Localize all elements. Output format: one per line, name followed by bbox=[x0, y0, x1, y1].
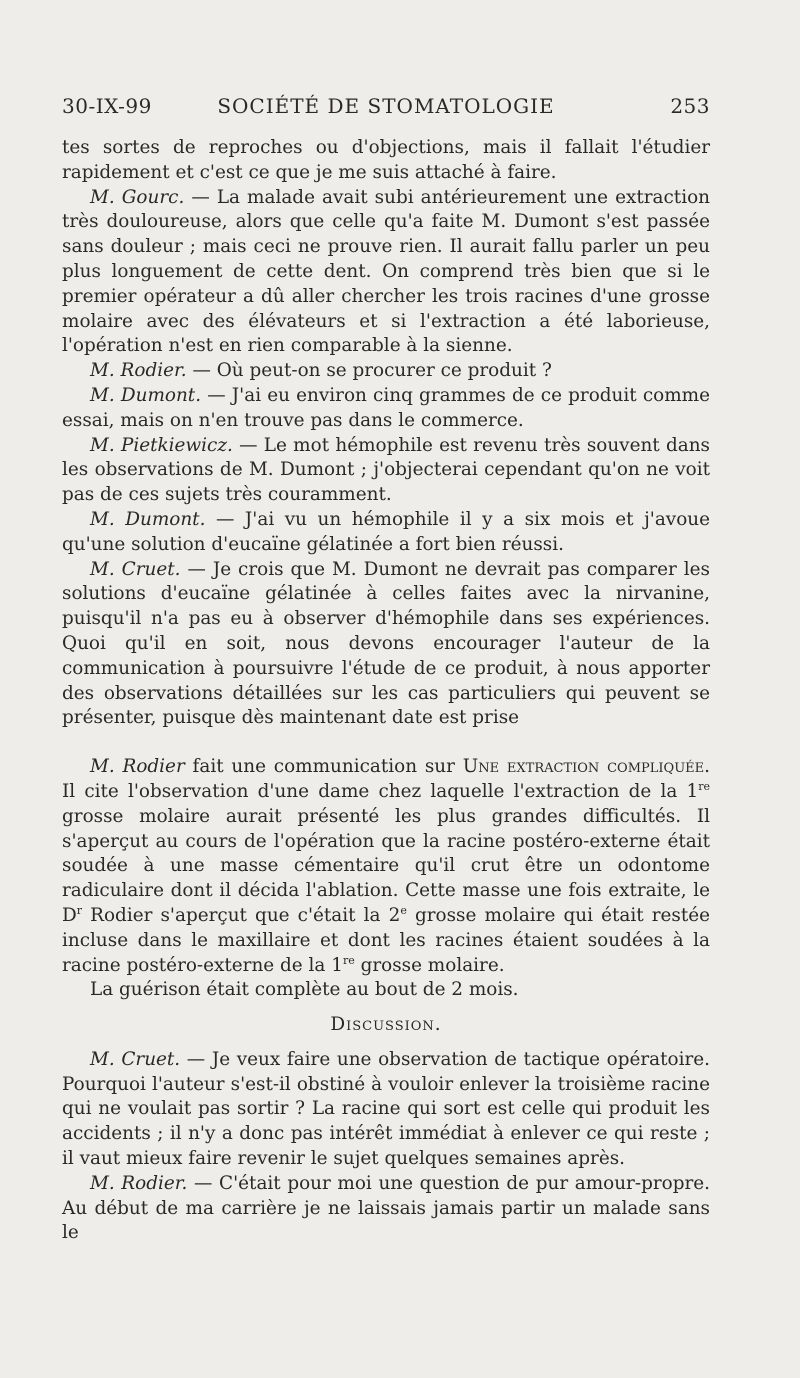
speaker: M. Rodier. bbox=[90, 1172, 188, 1194]
speaker: M. Dumont. bbox=[90, 384, 202, 406]
speaker: M. Cruet. bbox=[90, 1048, 181, 1070]
header-date: 30-IX-99 bbox=[62, 94, 152, 118]
speaker: M. Dumont. bbox=[90, 508, 206, 530]
page-body bbox=[62, 136, 710, 1246]
paragraph: M. Rodier. — Où peut-on se procurer ce produit ? bbox=[90, 360, 552, 382]
paragraph: M. Cruet. — Je crois que M. Dumont ne devrait pas comparer les solutions d'eucaïne gélatinée à celles faites avec la nirvanine, puisqu'il n'a pas eu à observer d'hémophile dans ses expériences. Quoi qu'il en soit, nous devons encourager l'auteur de la communication à poursuivre l'étude de ce produit, à nous apporter des observations détaillées sur les cas particuliers qui peuvent se présenter, puisque dès maintenant date est prise bbox=[62, 558, 710, 729]
speaker: M. Rodier bbox=[90, 756, 185, 778]
paragraph: M. Pietkiewicz. — Le mot hémophile est revenu très souvent dans les observations de M. Dumont ; j'objecterai cependant qu'on ne voit pas de ces sujets très couramment. bbox=[62, 434, 710, 506]
communication-paragraph: M. Rodier fait une communication sur Une extraction compliquée. Il cite l'observation d'une dame chez laquelle l'extraction de la 1re grosse molaire aurait présenté les plus grandes difficultés. Il s'aperçut au cours de l'opération que la racine postéro-externe était soudée à une masse cémentaire qu'il crut être un odontome radiculaire dont il décida l'ablation. Cette masse une fois extraite, le $D^r$ Rodier s'aperçut que c'était la 2e grosse molaire qui était restée incluse dans le maxillaire et dont les racines étaient soudées à la racine postéro-externe de la 1re grosse molaire. bbox=[62, 756, 710, 976]
speaker: M. Gourc. bbox=[90, 186, 185, 208]
paragraph: La guérison était complète au bout de 2 mois. bbox=[90, 979, 519, 1001]
speaker: M. Pietkiewicz. bbox=[90, 434, 233, 456]
discussion-heading: Discussion. bbox=[330, 1014, 442, 1036]
paragraph: M. Cruet. — Je veux faire une observation de tactique opératoire. Pourquoi l'auteur s'est-il obstiné à vouloir enlever la troisième racine qui ne voulait pas sortir ? La racine qui sort est celle qui produit les accidents ; il n'y a donc pas intérêt immédiat à enlever ce qui reste ; il vaut mieux faire revenir le sujet quelques semaines après. bbox=[62, 1048, 710, 1170]
speaker: M. Cruet. bbox=[90, 558, 181, 580]
running-header bbox=[62, 94, 710, 126]
speaker: M. Rodier. bbox=[90, 360, 187, 382]
paragraph: tes sortes de reproches ou d'objections, mais il fallait l'étudier rapidement et c'est ce que je me suis attaché à faire. bbox=[62, 137, 710, 183]
page-number: 253 bbox=[670, 94, 710, 118]
paragraph: M. Rodier. — C'était pour moi une question de pur amour-propre. Au début de ma carrière je ne laissais jamais partir un malade sans le bbox=[62, 1172, 710, 1244]
communication-subject: Une extraction compliquée. bbox=[462, 756, 710, 778]
paragraph: M. Dumont. — J'ai vu un hémophile il y a six mois et j'avoue qu'une solution d'eucaïne gélatinée a fort bien réussi. bbox=[62, 508, 710, 555]
paragraph: M. Dumont. — J'ai eu environ cinq grammes de ce produit comme essai, mais on n'en trouve pas dans le commerce. bbox=[62, 384, 710, 431]
header-title: SOCIÉTÉ DE STOMATOLOGIE bbox=[217, 94, 555, 118]
paragraph: M. Gourc. — La malade avait subi antérieurement une extraction très douloureuse, alors que celle qu'a faite M. Dumont s'est passée sans douleur ; mais ceci ne prouve rien. Il aurait fallu parler un peu plus longuement de cette dent. On comprend très bien que si le premier opérateur a dû aller chercher les trois racines d'une grosse molaire avec des élévateurs et si l'extraction a été laborieuse, l'opération n'est en rien comparable à la sienne. bbox=[62, 186, 710, 357]
